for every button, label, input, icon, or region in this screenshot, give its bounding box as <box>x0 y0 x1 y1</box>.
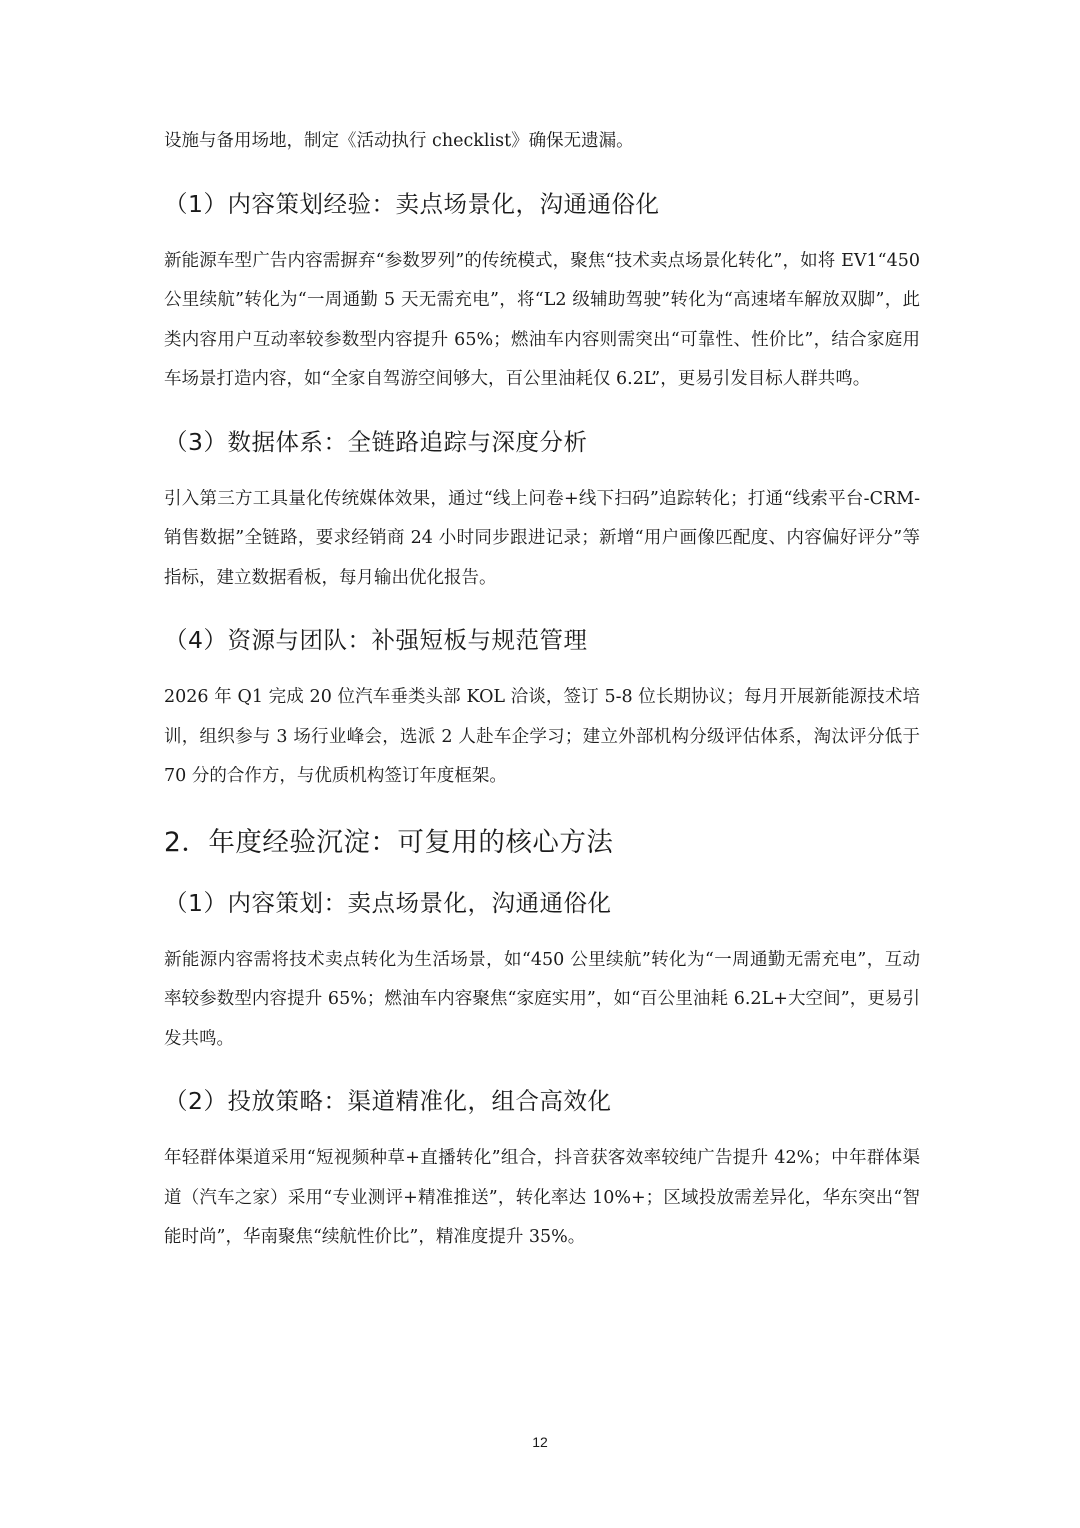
method-heading-placement-strategy: （2）投放策略：渠道精准化，组合高效化 <box>164 1087 612 1115</box>
page-content <box>164 122 920 1270</box>
page-number: 12 <box>532 1434 548 1450</box>
section-body-data-system: 引入第三方工具量化传统媒体效果，通过“线上问卷+线下扫码”追踪转化；打通“线索平台-CRM-销售数据”全链路，要求经销商 24 小时同步跟进记录；新增“用户画像匹配度、内容偏好评分”等指标，建立数据看板，每月输出优化报告。 <box>164 488 920 588</box>
section-body-content-planning: 新能源车型广告内容需摒弃“参数罗列”的传统模式，聚焦“技术卖点场景化转化”，如将 EV1“450 公里续航”转化为“一周通勤 5 天无需充电”，将“L2 级辅助驾驶”转化为“高速堵车解放双脚”，此类内容用户互动率较参数型内容提升 65%；燃油车内容则需突出“可靠性、性价比”，结合家庭用车场景打造内容，如“全家自驾游空间够大，百公里油耗仅 6.2L”，更易引发目标人群共鸣。 <box>164 250 920 389</box>
intro-paragraph: 设施与备用场地，制定《活动执行 checklist》确保无遗漏。 <box>164 131 634 151</box>
method-body-content-planning: 新能源内容需将技术卖点转化为生活场景，如“450 公里续航”转化为“一周通勤无需充电”，互动率较参数型内容提升 65%；燃油车内容聚焦“家庭实用”，如“百公里油耗 6.2L+大空间”，更易引发共鸣。 <box>164 949 920 1049</box>
section-heading-resources-team: （4）资源与团队：补强短板与规范管理 <box>164 626 588 654</box>
method-heading-content-planning: （1）内容策划：卖点场景化，沟通通俗化 <box>164 888 612 917</box>
section-heading-content-planning: （1）内容策划经验：卖点场景化，沟通通俗化 <box>164 189 660 218</box>
chapter-heading: 2．年度经验沉淀：可复用的核心方法 <box>164 826 614 858</box>
method-body-placement-strategy: 年轻群体渠道采用“短视频种草+直播转化”组合，抖音获客效率较纯广告提升 42%；中年群体渠道（汽车之家）采用“专业测评+精准推送”，转化率达 10%+；区域投放需差异化，华东突出“智能时尚”，华南聚焦“续航性价比”，精准度提升 35%。 <box>164 1148 920 1247</box>
section-heading-data-system: （3）数据体系：全链路追踪与深度分析 <box>164 427 588 456</box>
section-body-resources-team: 2026 年 Q1 完成 20 位汽车垂类头部 KOL 洽谈，签订 5-8 位长期协议；每月开展新能源技术培训，组织参与 3 场行业峰会，选派 2 人赴车企学习；建立外部机构分级评估体系，淘汰评分低于 70 分的合作方，与优质机构签订年度框架。 <box>164 687 920 786</box>
